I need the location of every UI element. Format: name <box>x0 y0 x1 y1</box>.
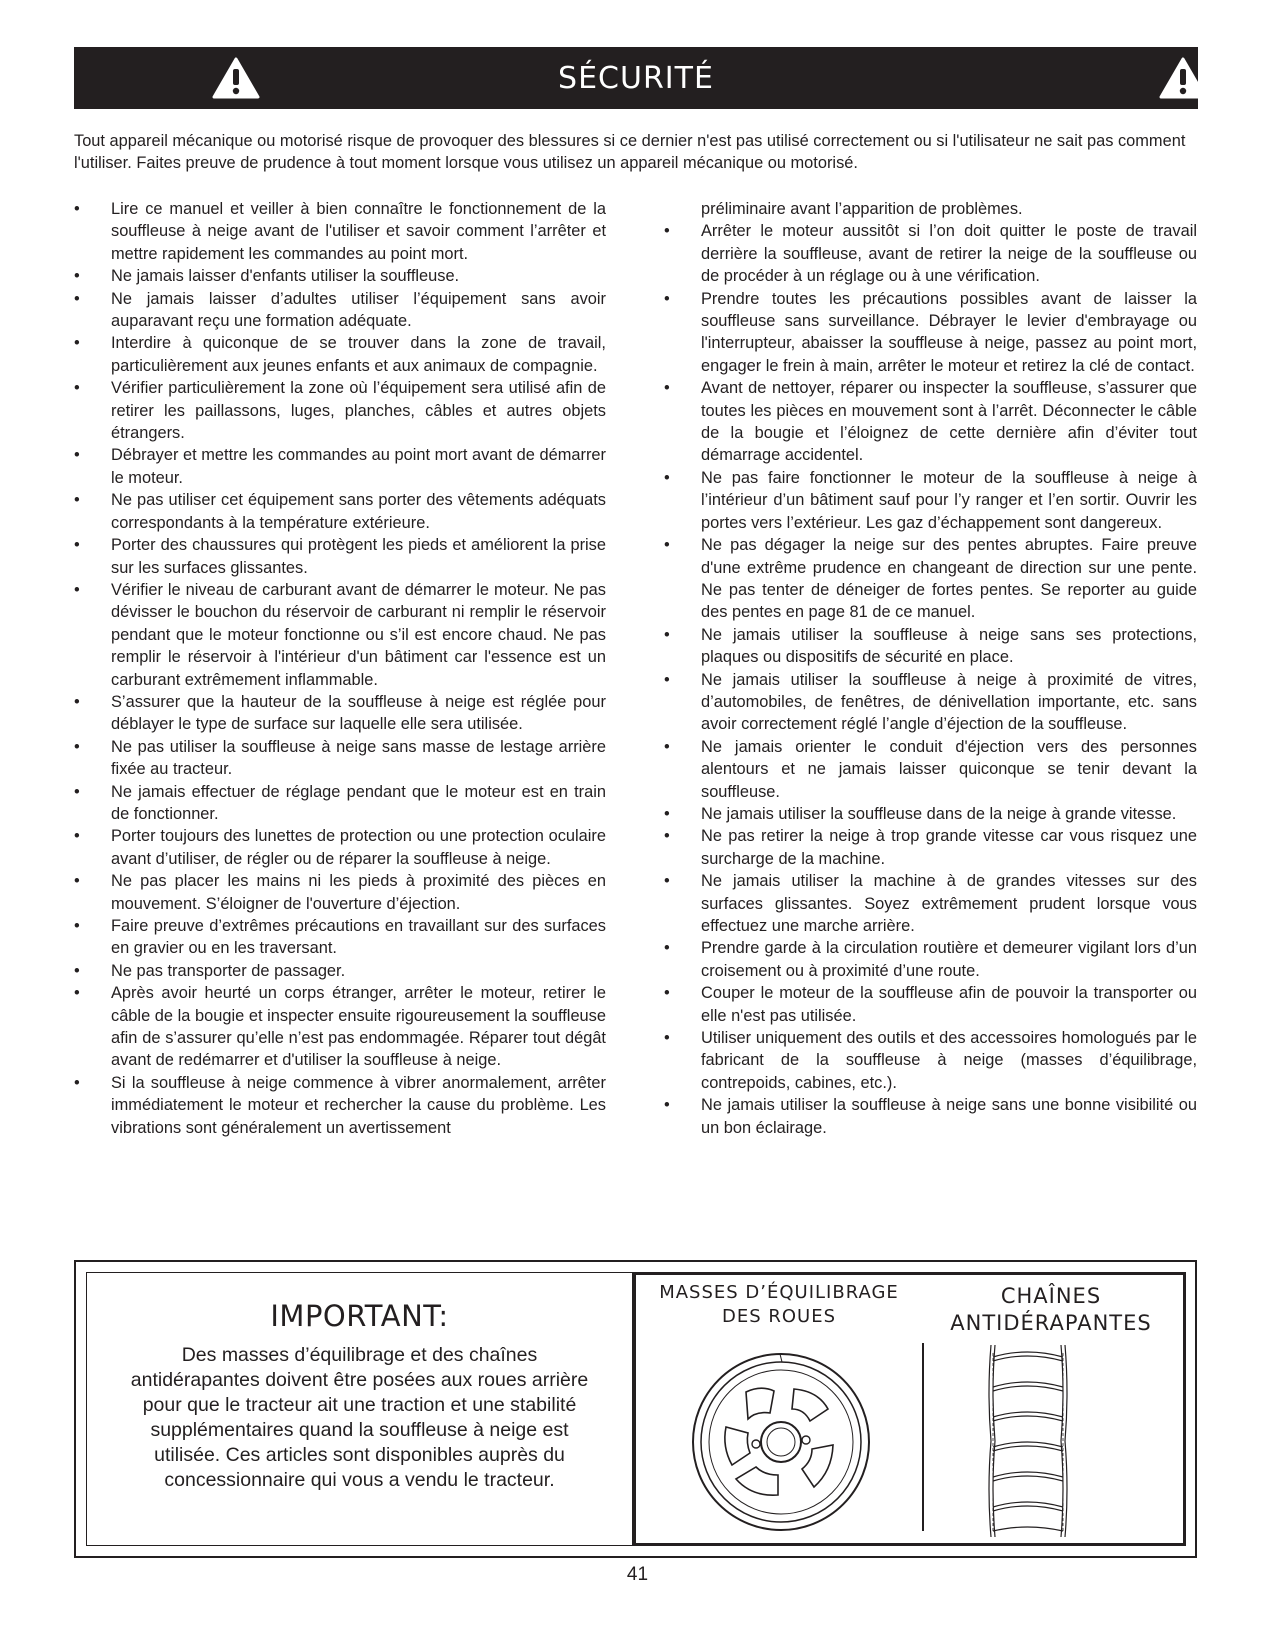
list-item: • Ne pas utiliser la souffleuse à neige sans masse de lestage arrière fixée au tracteur. <box>74 736 606 781</box>
accessories-illustrations <box>633 1272 1186 1546</box>
wheel-weight-illustration <box>686 1347 876 1537</box>
section-title: SÉCURITÉ <box>558 61 714 96</box>
tire-chains-title: CHAÎNES ANTIDÉRAPANTES <box>950 1284 1152 1335</box>
list-item: • Ne jamais laisser d'enfants utiliser la souffleuse. <box>74 265 606 287</box>
list-item: • Vérifier particulièrement la zone où l’équipement sera utilisé afin de retirer les paillassons, luges, planches, câbles et autres objets étrangers. <box>74 377 606 444</box>
list-item: • Utiliser uniquement des outils et des accessoires homologués par le fabricant de la souffleuse à neige (masses d’équilibrage, contrepoids, cabines, etc.). <box>664 1027 1197 1094</box>
list-item: • Après avoir heurté un corps étranger, arrêter le moteur, retirer le câble de la bougie et inspecter ensuite rigoureusement la souffleuse afin de s’assurer qu’elle n’est pas endommagée. Réparer tout dégât avant de redémarrer et d'utiliser la souffleuse à neige. <box>74 982 606 1072</box>
tire-chain-illustration <box>981 1343 1081 1539</box>
list-item: • Ne pas faire fonctionner le moteur de la souffleuse à neige à l’intérieur d’un bâtiment sauf pour l’y ranger et l’en sortir. Ouvrir les portes vers l’extérieur. Les gaz d’échappement sont dangereux. <box>664 467 1197 534</box>
list-item: • Débrayer et mettre les commandes au point mort avant de démarrer le moteur. <box>74 444 606 489</box>
important-notice <box>86 1272 633 1546</box>
list-item: • Couper le moteur de la souffleuse afin de pouvoir la transporter ou elle n'est pas utilisée. <box>664 982 1197 1027</box>
list-item: • Arrêter le moteur aussitôt si l’on doit quitter le poste de travail derrière la souffleuse, avant de retirer la neige de la souffleuse ou de procéder à un réglage ou à une vérification. <box>664 220 1197 287</box>
important-title: IMPORTANT: <box>270 1299 449 1333</box>
list-item: • Si la souffleuse à neige commence à vibrer anormalement, arrêter immédiatement le moteur et rechercher la cause du problème. Les vibrations sont généralement un avertissement <box>74 1072 606 1139</box>
list-item: • Prendre toutes les précautions possibles avant de laisser la souffleuse sans surveillance. Débrayer le levier d'embrayage ou l'interrupteur, abaisser la souffleuse à neige, passez au point mort, engager le frein à main, arrêter le moteur et retirez la clé de contact. <box>664 288 1197 378</box>
list-item: • Ne jamais effectuer de réglage pendant que le moteur est en train de fonctionner. <box>74 781 606 826</box>
list-item: • Ne pas retirer la neige à trop grande vitesse car vous risquez une surcharge de la machine. <box>664 825 1197 870</box>
list-item: • Ne jamais orienter le conduit d'éjection vers des personnes alentours et ne jamais laisser quiconque se tenir devant la souffleuse. <box>664 736 1197 803</box>
list-item: • Ne jamais utiliser la souffleuse à neige à proximité de vitres, d’automobiles, de fenêtres, de dénivellation importante, etc. sans avoir correctement réglé l’angle d’éjection de la souffleuse. <box>664 669 1197 736</box>
list-item: • Faire preuve d’extrêmes précautions en travaillant sur des surfaces en gravier ou en les traversant. <box>74 915 606 960</box>
wheel-weights-title: MASSES D’ÉQUILIBRAGE DES ROUES <box>659 1282 899 1327</box>
list-item: • Ne pas utiliser cet équipement sans porter des vêtements adéquats correspondants à la température extérieure. <box>74 489 606 534</box>
warning-triangle-icon <box>1159 57 1207 99</box>
list-item: • Ne pas dégager la neige sur des pentes abruptes. Faire preuve d'une extrême prudence en changeant de direction sur une pente. Ne pas tenter de déneiger de fortes pentes. Se reporter au guide des pentes en page 81 de ce manuel. <box>664 534 1197 624</box>
list-item: • Ne jamais utiliser la souffleuse dans de la neige à grande vitesse. <box>664 803 1197 825</box>
list-item: • S’assurer que la hauteur de la souffleuse à neige est réglée pour déblayer le type de surface sur laquelle elle sera utilisée. <box>74 691 606 736</box>
list-item: • Ne pas transporter de passager. <box>74 960 606 982</box>
intro-paragraph: Tout appareil mécanique ou motorisé risque de provoquer des blessures si ce dernier n'est pas utilisé correctement ou si l'utilisateur ne sait pas comment l'utiliser. Faites preuve de prudence à tout moment lorsque vous utilisez un appareil mécanique ou motorisé. <box>74 132 1186 172</box>
important-text: Des masses d’équilibrage et des chaînes antidérapantes doivent être posées aux roues arrière pour que le tracteur ait une traction et une stabilité supplémentaires quand la souffleuse à neige est utilisée. Ces articles sont disponibles auprès du concessionnaire qui vous a vendu le tracteur. <box>130 1344 589 1491</box>
list-item: • Porter des chaussures qui protègent les pieds et améliorent la prise sur les surfaces glissantes. <box>74 534 606 579</box>
illustration-divider <box>922 1343 924 1531</box>
list-item: • Ne jamais utiliser la machine à de grandes vitesses sur des surfaces glissantes. Soyez extrêmement prudent lorsque vous effectuez une marche arrière. <box>664 870 1197 937</box>
list-item: • Vérifier le niveau de carburant avant de démarrer le moteur. Ne pas dévisser le bouchon du réservoir de carburant ni remplir le réservoir pendant que le moteur fonctionne ou s’il est encore chaud. Ne pas remplir le réservoir à l'intérieur d'un bâtiment car l'essence est un carburant extrêmement inflammable. <box>74 579 606 691</box>
list-item: • Ne jamais laisser d’adultes utiliser l’équipement sans avoir auparavant reçu une formation adéquate. <box>74 288 606 333</box>
list-item: • Avant de nettoyer, réparer ou inspecter la souffleuse, s’assurer que toutes les pièces en mouvement sont à l’arrêt. Déconnecter le câble de la bougie et l’éloignez de cette dernière afin d’éviter tout démarrage accidentel. <box>664 377 1197 467</box>
list-item: • Ne jamais utiliser la souffleuse à neige sans ses protections, plaques ou dispositifs de sécurité en place. <box>664 624 1197 669</box>
safety-list-left <box>74 198 606 1139</box>
list-item: • Prendre garde à la circulation routière et demeurer vigilant lors d’un croisement ou à proximité d’une route. <box>664 937 1197 982</box>
page-number: 41 <box>626 1564 649 1585</box>
safety-list-right <box>664 198 1197 1139</box>
list-item: • Interdire à quiconque de se trouver dans la zone de travail, particulièrement aux jeunes enfants et aux animaux de compagnie. <box>74 332 606 377</box>
list-item: • Ne jamais utiliser la souffleuse à neige sans une bonne visibilité ou un bon éclairage. <box>664 1094 1197 1139</box>
section-header <box>74 47 1198 109</box>
list-item: • Lire ce manuel et veiller à bien connaître le fonctionnement de la souffleuse à neige avant de l'utiliser et savoir comment l’arrêter et mettre rapidement les commandes au point mort. <box>74 198 606 265</box>
list-item-continuation: préliminaire avant l’apparition de problèmes. <box>701 200 1023 218</box>
list-item: • Ne pas placer les mains ni les pieds à proximité des pièces en mouvement. S’éloigner de l'ouverture d’éjection. <box>74 870 606 915</box>
list-item: • Porter toujours des lunettes de protection ou une protection oculaire avant d’utiliser, de régler ou de réparer la souffleuse à neige. <box>74 825 606 870</box>
